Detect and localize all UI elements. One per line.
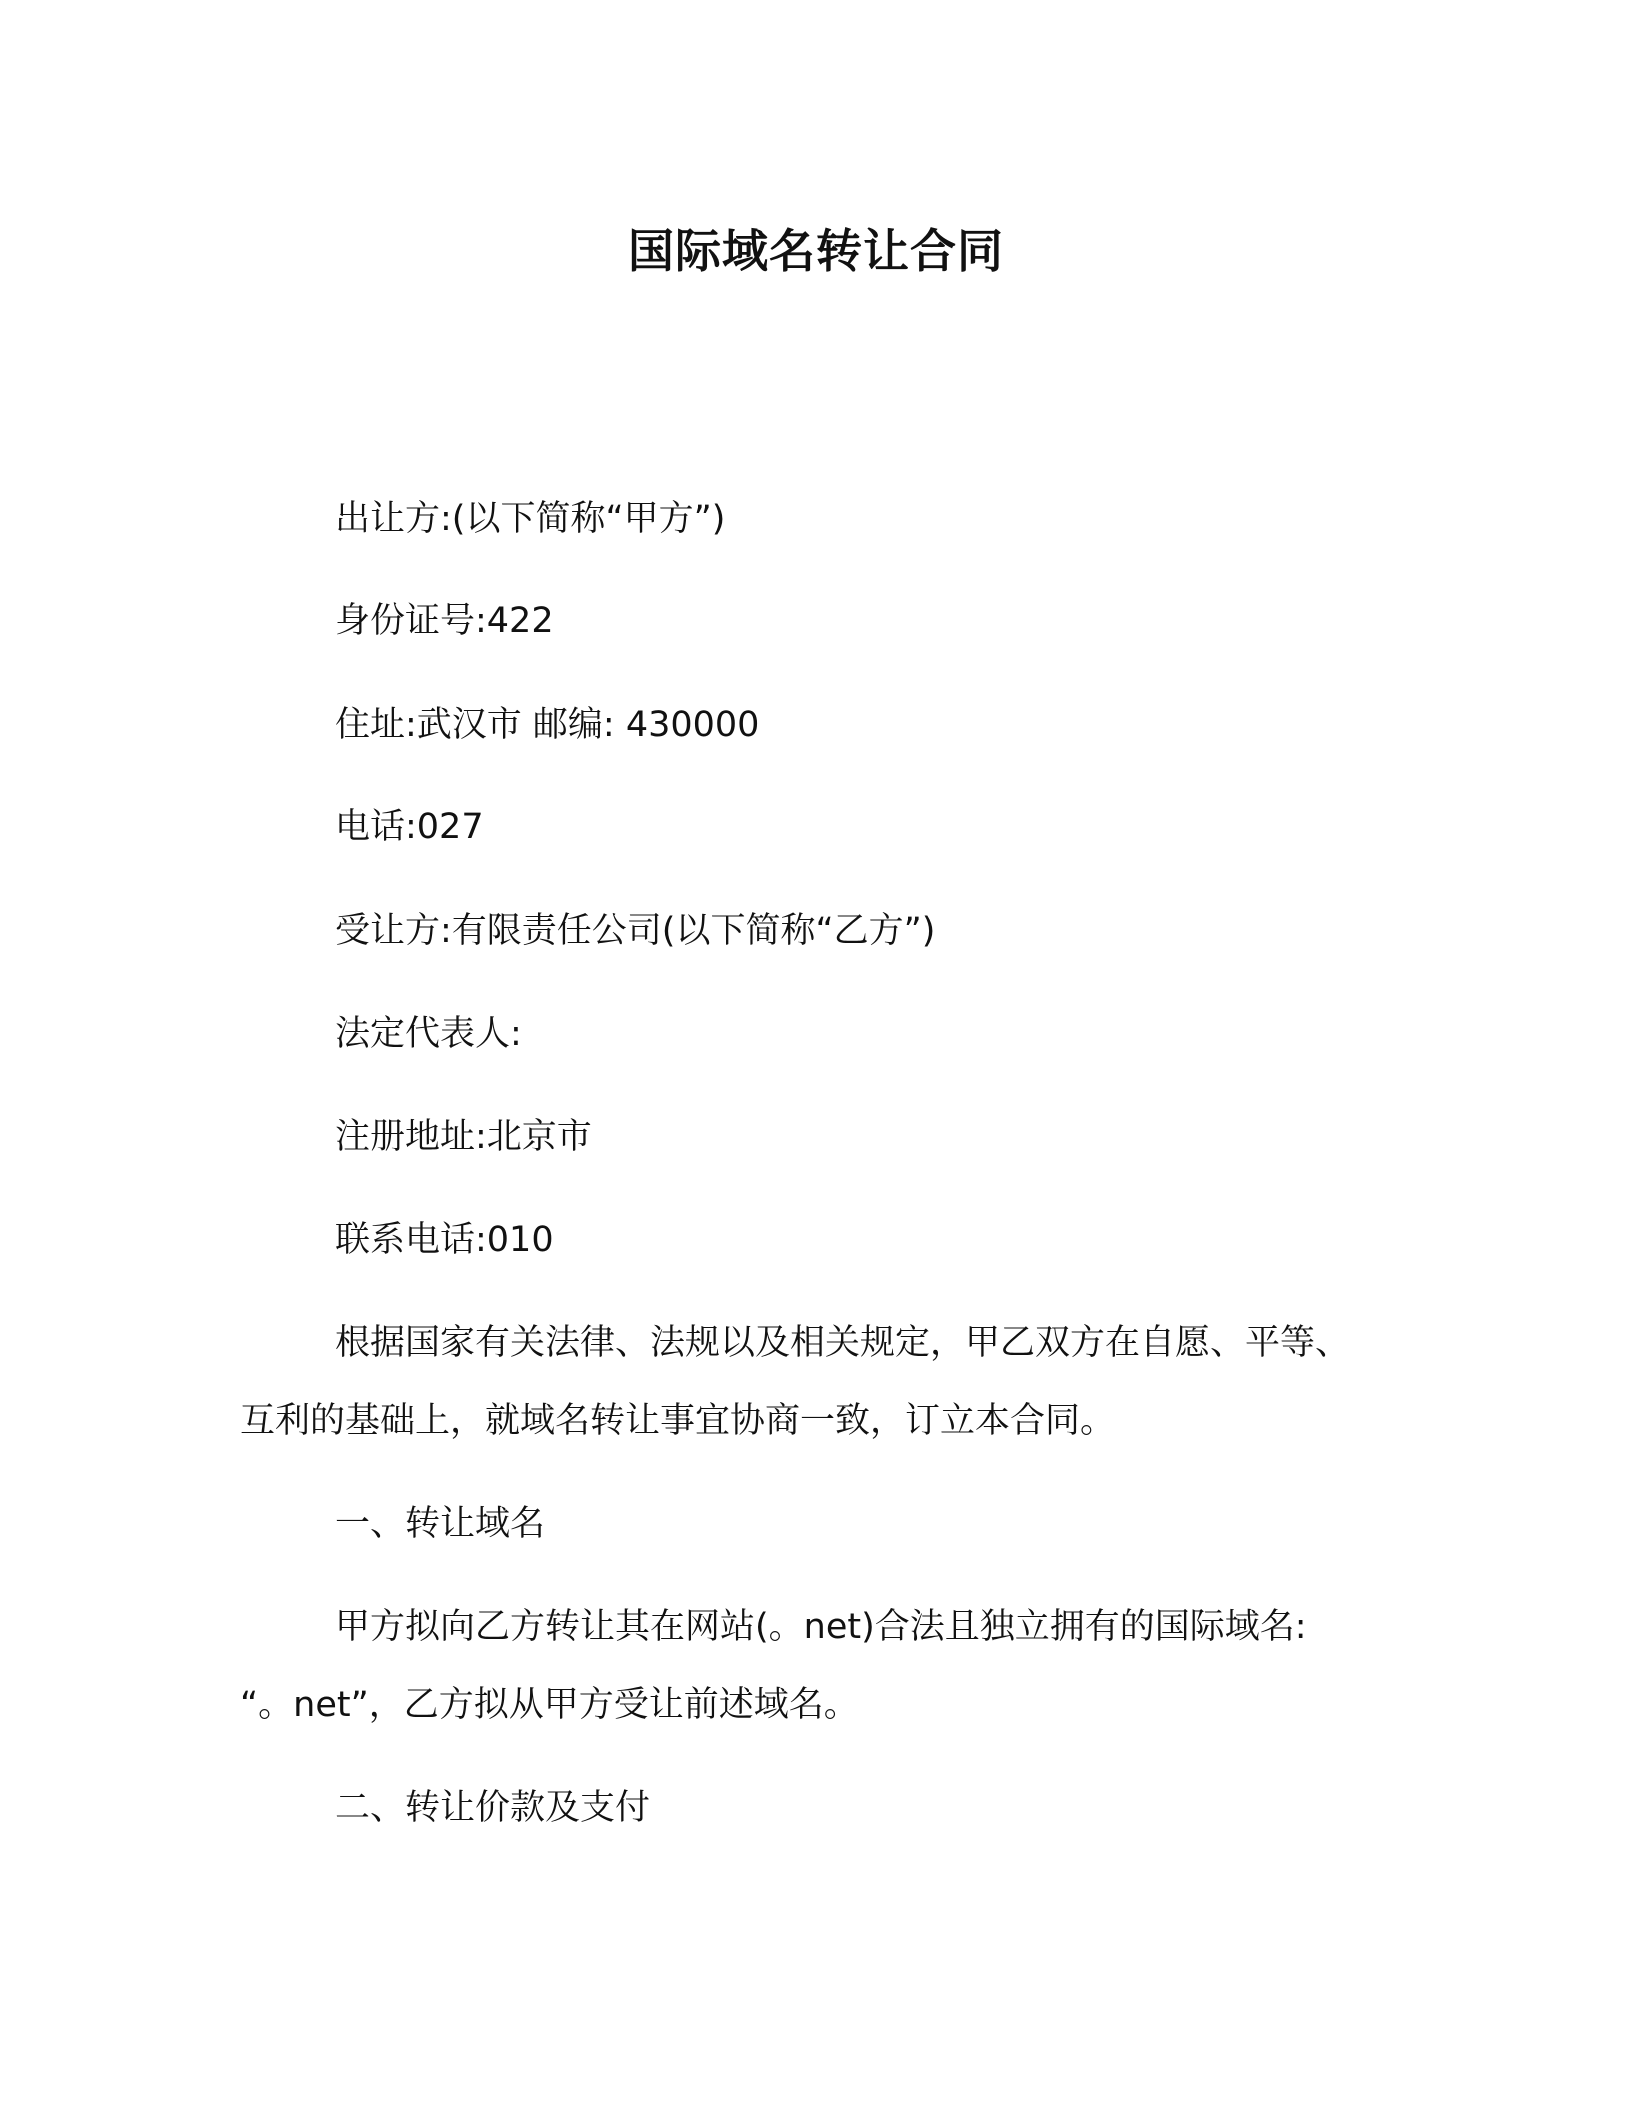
section1-heading: 一、转让域名 [335, 1504, 546, 1544]
transferee-line: 受让方:有限责任公司(以下简称“乙方”) [335, 911, 936, 951]
phone-line: 电话:027 [335, 807, 484, 847]
transferor-line: 出让方:(以下简称“甲方”) [335, 499, 726, 539]
preamble-line-2: 互利的基础上，就域名转让事宜协商一致，订立本合同。 [240, 1401, 1116, 1441]
section1-line-2: “。net”，乙方拟从甲方受让前述域名。 [240, 1685, 859, 1725]
legal-rep-line: 法定代表人: [335, 1014, 522, 1054]
document-title: 国际域名转让合同 [628, 224, 1004, 278]
contact-phone-line: 联系电话:010 [335, 1220, 554, 1260]
preamble-line-1: 根据国家有关法律、法规以及相关规定，甲乙双方在自愿、平等、 [335, 1323, 1351, 1363]
reg-address-line: 注册地址:北京市 [335, 1117, 592, 1157]
section1-line-1: 甲方拟向乙方转让其在网站(。net)合法且独立拥有的国际域名: [335, 1607, 1307, 1647]
address-line: 住址:武汉市 邮编: 430000 [335, 705, 760, 745]
id-number-line: 身份证号:422 [335, 601, 554, 641]
section2-heading: 二、转让价款及支付 [335, 1788, 651, 1828]
